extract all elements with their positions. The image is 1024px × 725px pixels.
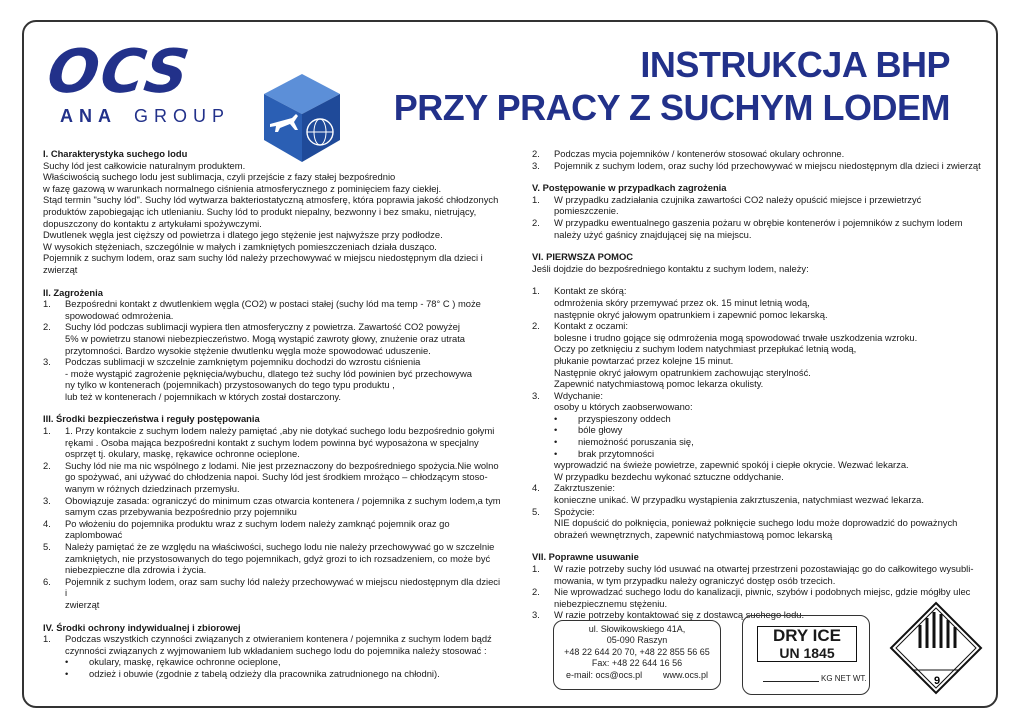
section-1-line: w fazę gazową w warunkach normalnego ciśnienia atmosferycznego z pominięciem fazy ciekłej. [43,182,442,194]
weight-line [763,681,819,682]
title-line-1: INSTRUKCJA BHP [640,44,950,85]
list-item: 3. Obowiązuje zasada: ograniczyć do minimum czas otwarcia kontenera / pojemnika z suchym lodem,a tym samym czas przebywania bezpośrednio przy pojemniku [43,494,501,518]
section-3-heading: III. Środki bezpieczeństwa i reguły postępowania [43,413,260,425]
list-item: 2. Nie wprowadzać suchego lodu do kanalizacji, piwnic, szybów i podobnych miejsc, gdzie mógłby ulec niebezpiecznemu stężeniu. [532,586,971,609]
list-item: 1. W razie potrzeby suchy lód usuwać na otwartej przestrzeni pozostawiając go do całkowitego wysubli- mowania, w tym przypadku należy ograniczyć dostęp osób trzecich. [532,563,974,586]
section-6-intro: Jeśli dojdzie do bezpośredniego kontaktu z suchym lodem, należy: [532,262,809,274]
dry-ice-label [742,615,870,695]
document-title [394,44,950,130]
bullet-item: • odzież i obuwie (zgodnie z tabelą odzieży dla pracownika zatrudnionego na chłodni). [65,667,440,679]
section-1-line: dopuszczony do kontaktu z artykułami spożywczymi. [43,217,262,229]
list-item: 1. Bezpośredni kontakt z dwutlenkiem węgla (CO2) w postaci stałej (suchy lód ma temp - 78° C ) może spowodować odmrożenia. [43,298,481,321]
list-item: 6. Pojemnik z suchym lodem, oraz sam suchy lód należy przechowywać w miejscu niedostępnym dla dzieci i zwierząt [43,575,501,610]
section-2-heading: II. Zagrożenia [43,286,103,298]
list-item: 2. Kontakt z oczami: [532,320,628,332]
section-1-heading: I. Charakterystyka suchego lodu [43,148,188,159]
section-1-line: Pojemnik z suchym lodem, oraz sam suchy lód należy przechowywać w miejscu niedostępnym dla dzieci i [43,252,483,264]
left-column [43,148,501,680]
list-item: 3. Podczas sublimacji w szczelnie zamkniętym pojemniku dochodzi do wzrostu ciśnienia - może wystąpić zagrożenie pęknięcia/wybuchu, dlatego też suchy lód powinien być przechowywa ny tylko w kontenerach (pojemnikach) przystosowanych do tego typu produktu , lub też w kontenerach / pojemnikach w których został dostarczony. [43,356,472,402]
contact-box [553,620,721,690]
list-item: 3. Pojemnik z suchym lodem, oraz suchy lód przechowywać w miejscu niedostępnym dla dzieci i zwierząt [532,159,981,171]
list-item: 5. Spożycie: [532,505,595,517]
bullet-item: • przyspieszony oddech [554,412,671,424]
list-item: 3. Wdychanie: [532,389,603,401]
list-item: 4. Zakrztuszenie: [532,482,615,494]
dry-ice-title: DRY ICE [772,626,842,645]
section-1-line: W wysokich stężeniach, szczególnie w małych i zamkniętych pomieszczeniach działa dusząco. [43,240,437,252]
contact-website[interactable]: www.ocs.pl [662,669,708,680]
section-5-heading: V. Postępowanie w przypadkach zagrożenia [532,182,727,194]
hazard-class-number: 9 [933,675,941,687]
bullet-item: • niemożność poruszania się, [554,436,694,448]
list-item: 4. Po włożeniu do pojemnika produktu wraz z suchym lodem należy zamknąć pojemnik oraz go zaplombować [43,517,450,541]
section-1-line: produktów zapobiegając ich utlenianiu. Suchy lód to produkt niepalny, bezwonny i bez smaku, nietrujący, [43,205,477,217]
section-4-heading: IV. Środki ochrony indywidualnej i zbiorowej [43,621,241,633]
logo-group-text: GROUP [134,106,231,126]
list-item: 1. Kontakt ze skórą: [532,285,627,297]
list-item: 1. 1. Przy kontakcie z suchym lodem należy pamiętać ,aby nie dotykać suchego lodu bezpośrednio gołymi rękami . Osoba mająca bezpośredni kontakt z suchym lodem powinna być wyposażona w specjalny osprzęt tj. okulary, maskę, rękawice ochronne ocieplone. [43,425,495,460]
logo-ana-text: ANA [60,106,117,126]
contact-street: ul. Słowikowskiego 41A, [588,624,686,634]
contact-fax: Fax: +48 22 644 16 56 [591,658,683,669]
un-number: UN 1845 [779,645,835,661]
list-item: 3. W razie potrzeby kontaktować się z dostawcą suchego lodu. [532,609,805,621]
bullet-item: • bóle głowy [554,424,623,436]
section-7-heading: VII. Poprawne usuwanie [532,551,639,563]
section-1-line: zwierząt [43,263,78,275]
list-item: 2. W przypadku ewentualnego gaszenia pożaru w obrębie kontenerów i pojemników z suchym lodem należy użyć gaśnicy znajdującej się na miejscu. [532,216,963,240]
list-item: 2. Suchy lód podczas sublimacji wypiera tlen atmosferyczny z powietrza. Zawartość CO2 powyżej 5% w powietrzu stanowi niebezpieczeństwo. Mogą wystąpić zawroty głowy, znużenie oraz utrata przytomności. Bardzo wysokie stężenie dwutlenku węgla może spowodować uduszenie. [43,321,466,356]
dry-ice-box [757,626,857,662]
list-item: 2. Suchy lód nie ma nic wspólnego z lodami. Nie jest przeznaczony do bezpośredniego spożycia.Nie wolno go spożywać, ani używać do chłodzenia napoi. Suchy lód jest środkiem mrożąco – chłodzącym stoso- wanym w różnych dziedzinach przemysłu. [43,459,499,495]
contact-phone: +48 22 644 20 70, +48 22 855 56 65 [564,646,710,657]
section-1-line: Suchy lód jest całkowicie naturalnym produktem. [43,159,246,171]
section-1-line: Właściwością suchego lodu jest sublimacja, czyli przejście z fazy stałej bezpośrednio [43,171,396,183]
list-item: 5. Należy pamiętać że ze względu na właściwości, suchego lodu nie należy przechowywać go w szczelnie zamkniętych, nie przystosowanych do tego pojemnikach, gdyż grozi to ich rozsadzeniem, co może być niebezpieczne dla zdrowia i życia. [43,541,495,576]
list-item: 1. W przypadku zadziałania czujnika zawartości CO2 należy opuścić miejsce i przewietrzyć pomieszczenie. [532,193,922,217]
section-6-heading: VI. PIERWSZA POMOC [532,251,634,263]
bullet-item: • brak przytomności [554,447,655,459]
section-1-line: Stąd termin "suchy lód". Suchy lód wytwarza bakteriostatyczną atmosferę, która poprawia jakość chłodzonych [43,194,499,206]
logo-brand-text: OCS [43,37,196,107]
contact-city: 05-090 Raszyn [606,635,668,646]
kg-net-label: KG NET WT. [821,674,867,683]
bullet-item: • okulary, maskę, rękawice ochronne ocieplone, [65,656,281,668]
section-1-line: Dwutlenek węgla jest cięższy od powietrza i dlatego jego stężenie jest najwyższe przy podłodze. [43,229,443,241]
list-item: 2. Podczas mycia pojemników / kontenerów stosować okulary ochronne. [532,148,845,159]
ocs-logo [43,37,298,132]
right-column: 2. Podczas mycia pojemników / kontenerów stosować okulary ochronne. 3. Pojemnik z suchym lodem, oraz suchy lód przechowywać w miejscu niedostępnym dla dzieci i zwierząt V. Postępowanie w przypadkach zagrożenia 1. W przypadku zadziałania czujnika zawartości CO2 należy opuścić miejsce i przewietrzyć pomieszczenie. 2. W przypadku ewentualnego gaszenia pożaru w obrębie kontenerów i pojemników z suchym lodem należy użyć gaśnicy znajdującej się na miejscu. VI. PIERWSZA POMOC Jeśli dojdzie do bezpośredniego kontaktu z suchym lodem, należy: 1. Kontakt ze skórą: odmrożenia skóry przemywać przez ok. 15 minut letnią wodą, następnie okryć jałowym opatrunkiem i zapewnić pomoc lekarską. 2. Kontakt z oczami: bolesne i trudno gojące się odmrożenia mogą spowodować trwałe uszkodzenia wzroku. Oczy po zetknięciu z suchym lodem natychmiast przepłukać letnią wodą, płukanie powtarzać przez kolejne 15 minut. Następnie okryć jałowym opatrunkiem zachowując sterylność. Zapewnić natychmiastową pomoc lekarza okulisty. 3. Wdychanie: osoby u których zaobserwowano: • przyspieszony oddech • bóle głowy • niemożność poruszania się, • brak przytomności wyprowadzić na świeże powietrze, zapewnić spokój i ciepłe okrycie. Wezwać lekarza. W przypadku bezdechu wykonać sztuczne oddychanie. 4. Zakrztuszenie: konieczne unikać. W przypadku wystąpienia zakrztuszenia, natychmiast wezwać lekarza. 5. Spożycie: NIE dopuścić do połknięcia, ponieważ połknięcie suchego lodu może doprowadzić do poważnych obrażeń wewnętrznych, zapewnić natychmiastową pomoc lekarską VII. Poprawne usuwanie 1. W razie potrzeby suchy lód usuwać na otwartej przestrzeni pozostawiając go do całkowitego wysubli- mowania, w tym przypadku należy ograniczyć dostęp osób trzecich. 2. Nie wprowadzać suchego lodu do kanalizacji, piwnic, szybów i podobnych miejsc, gdzie mógłby ulec niebezpiecznemu stężeniu. 3. W razie potrzeby kontaktować się z dostawcą suchego lodu. [532,148,981,621]
title-line-2: PRZY PRACY Z SUCHYM LODEM [393,87,950,128]
contact-email[interactable]: e-mail: ocs@ocs.pl [566,669,643,680]
list-item: 1. Podczas wszystkich czynności związanych z otwieraniem kontenera / pojemnika z suchym lodem bądź czynności związanych z wyjmowaniem lub wkładaniem suchego lodu do pojemnika należy stosować : [43,633,492,656]
hazard-class-9-icon [888,600,984,696]
